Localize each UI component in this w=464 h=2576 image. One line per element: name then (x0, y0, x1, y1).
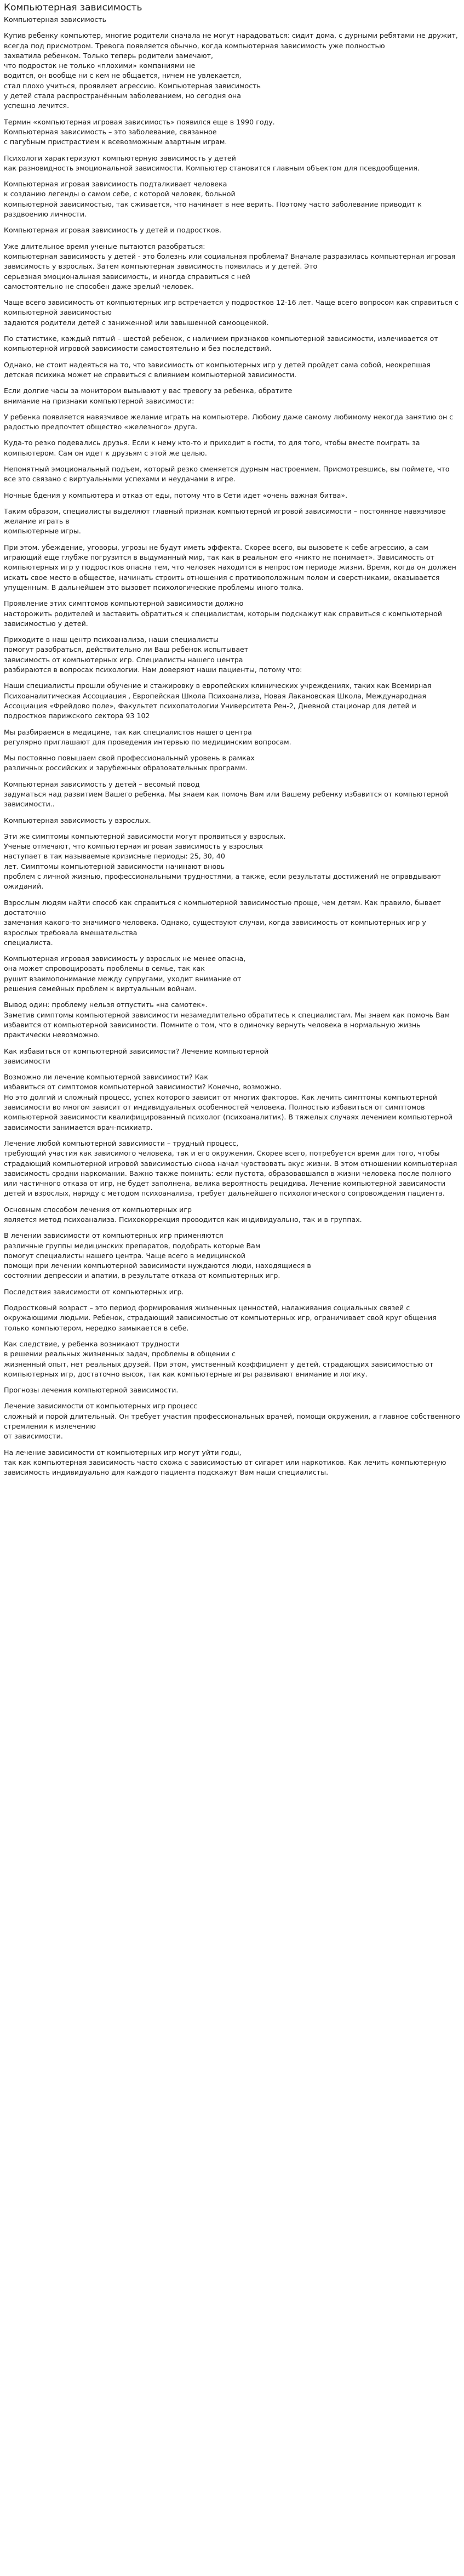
symptom-item: Куда-то резко подевались друзья. Если к нему кто-то и приходит в гости, то для того, чтобы вместе поиграть за компьютером. Сам он идет к друзьям с этой же целью. (4, 439, 420, 457)
paragraph: Лечение зависимости от компьютерных игр процесс сложный и порой длительный. Он требует участия профессиональных врачей, помощи окружения, а главное собственного стремления к излечению от зависимости. (4, 1402, 460, 1441)
paragraph: Как следствие, у ребенка возникают трудности в решении реальных жизненных задач, проблемы в общении с жизненный опыт, нет реальных друзей. При этом, умственный коэффициент у детей, страдающих зависимостью от компьютерных игр, достаточно высок, так как компьютерные игры развивают внимание и логику. (4, 1339, 434, 1378)
paragraph: На лечение зависимости от компьютерных игр могут уйти годы, так как компьютерная зависимость часто схожа с зависимостью от сигарет или наркотиков. Как лечить компьютерную зависимость индивидуально для каждого пациента подскажут Вам наши специалисты. (4, 1448, 446, 1477)
reason-item: Наши специалисты прошли обучение и стажировку в европейских клинических учреждениях, таких как Всемирная Психоаналитическая Ассоциация , Европейская Школа Психоанализа, Новая Лакановская Школа, Международная Ассоциация «Фрейдово поле», Факультет психопатологии Университета Рен-2, Дневной стационар для детей и подростков парижского сектора 93 102 (4, 681, 432, 720)
paragraph: Лечение любой компьютерной зависимости – трудный процесс, требующий участия как зависимого человека, так и его окружения. Скорее всего, потребуется время для того, чтобы страдающий компьютерной игровой зависимостью снова начал чувствовать вкус жизни. В этом отношении компьютерная зависимость сродни наркомании. Важно также помнить: если пустота, образовавшаяся в жизни человека после полного или частичного отказа от игр, не будет заполнена, велика вероятность рецидива. Лечение компьютерной зависимости детей и взрослых, наряду с методом психоанализа, требует дальнейшего психологического сопровождения пациента. (4, 1139, 457, 1198)
paragraph: Компьютерная зависимость у детей – весомый повод задуматься над развитием Вашего ребенка. Мы знаем как помочь Вам или Вашему ребенку избавится от компьютерной зависимости.. (4, 780, 449, 809)
paragraph: По статистике, каждый пятый – шестой ребенок, с наличием признаков компьютерной зависимости, излечивается от компьютерной игровой зависимости самостоятельно и без последствий. (4, 334, 438, 353)
paragraph: Взрослым людям найти способ как справиться с компьютерной зависимостью проще, чем детям. Как правило, бывает достаточно замечания какого-то значимого человека. Однако, существуют случаи, когда зависимость от компьютерных игр у взрослых требовала вмешательства специалиста. (4, 898, 441, 947)
reason-item: Мы постоянно повышаем свой профессиональный уровень в рамках различных российских и зарубежных образовательных программ. (4, 754, 255, 772)
section-heading: Компьютерная зависимость у взрослых. (4, 816, 151, 824)
paragraph: Чаще всего зависимость от компьютерных игр встречается у подростков 12-16 лет. Чаще всего вопросом как справиться с компьютерной зависимостью задаются родители детей с заниженной или завышенной самооценкой. (4, 298, 459, 327)
section-heading: Как избавиться от компьютерной зависимости? Лечение компьютерной зависимости (4, 1047, 269, 1065)
paragraph: Эти же симптомы компьютерной зависимости могут проявиться у взрослых. Ученые отмечают, что компьютерная игровая зависимость у взрослых наступает в так называемые кризисные периоды: 25, 30, 40 лет. Симптомы компьютерной зависимости начинают вновь проблем с личной жизнью, профессиональными трудностями, а также, если результаты достижений не оправдывают ожиданий. (4, 832, 442, 891)
paragraph: Уже длительное время ученые пытаются разобраться: компьютерная зависимость у детей - это болезнь или социальная проблема? Вначале разразилась компьютерная игровая зависимость у взрослых. Затем компьютерная зависимость появилась и у детей. Это серьезная эмоциональная зависимость, и иногда справиться с ней самостоятельно не способен даже зрелый человек. (4, 242, 456, 291)
reason-item: Мы разбираемся в медицине, так как специалистов нашего центра регулярно приглашают для проведения интервью по медицинским вопросам. (4, 727, 291, 746)
paragraph: Подростковый возраст – это период формирования жизненных ценностей, налаживания социальных связей с окружающими людьми. Ребенок, страдающий зависимостью от компьютерных игр, ограничивает свой круг общения только компьютером, нередко замыкается в себе. (4, 1304, 437, 1332)
paragraph: Приходите в наш центр психоанализа, наши специалисты помогут разобраться, действительно ли Ваш ребенок испытывает зависимость от компьютерных игр. Специалисты нашего центра разбираются в вопросах психологии. Нам доверяют наши пациенты, потому что: (4, 635, 302, 674)
paragraph: Однако, не стоит надеяться на то, что зависимость от компьютерных игр у детей пройдет сама собой, неокрепшая детская психика может не справиться с влиянием компьютерной зависимости. (4, 360, 431, 379)
paragraph: Термин «компьютерная игровая зависимость» появился еще в 1990 году. Компьютерная зависимость – это заболевание, связанное с пагубным пристрастием к всевозможным азартным играм. (4, 117, 275, 146)
paragraph: Компьютерная игровая зависимость подталкивает человека к созданию легенды о самом себе, с которой человек, больной компьютерной зависимостью, так сживается, что начинает в нее верить. Поэтому часто заболевание приводит к раздвоению личности. (4, 180, 422, 219)
section-heading: Последствия зависимости от компьютерных игр. (4, 1287, 184, 1296)
paragraph: При этом. убеждение, уговоры, угрозы не будут иметь эффекта. Скорее всего, вы вызовете к себе агрессию, а сам играющий еще глубже погрузится в выдуманный мир, так как в реальном его «никто не понимает». Зависимость от компьютерных игр у подростков опасна тем, что человек находится в непростом периоде жизни. Время, когда он должен искать свое место в обществе, начинать строить отношения с противоположным полом и сверстниками, оказывается упущенным. В дальнейшем это вызовет психологические проблемы иного толка. (4, 543, 456, 592)
symptom-item: У ребенка появляется навязчивое желание играть на компьютере. Любому даже самому любимому некогда занятию он с радостью предпочтет общество «железного» друга. (4, 412, 454, 431)
paragraph: Компьютерная игровая зависимость у взрослых не менее опасна, она может спровоцировать проблемы в семье, так как рушит взаимопонимание между супругами, уходит внимание от решения семейных проблем к виртуальным войнам. (4, 954, 246, 993)
paragraph: Вывод один: проблему нельзя отпустить «на самотек». Заметив симптомы компьютерной зависимости незамедлительно обратитесь к специалистам. Мы знаем как помочь Вам избавится от компьютерной зависимости. Помните о том, что в одиночку вернуть человека в нормальную жизнь практически невозможно. (4, 1000, 450, 1039)
article-subtitle: Компьютерная зависимость (4, 15, 107, 24)
section-heading: Прогнозы лечения компьютерной зависимости. (4, 1386, 179, 1395)
paragraph: Проявление этих симптомов компьютерной зависимости должно насторожить родителей и заставить обратиться к специалистам, которым подскажут как справиться с компьютерной зависимостью у детей. (4, 599, 442, 628)
paragraph: Если долгие часы за монитором вызывают у вас тревогу за ребенка, обратите внимание на признаки компьютерной зависимости: (4, 386, 293, 405)
paragraph: Психологи характеризуют компьютерную зависимость у детей как разновидность эмоциональной зависимости. Компьютер становится главным объектом для псевдообщения. (4, 153, 420, 172)
symptom-item: Ночные бдения у компьютера и отказ от еды, потому что в Сети идет «очень важная битва». (4, 491, 348, 499)
paragraph: В лечении зависимости от компьютерных игр применяются различные группы медицинских препаратов, подобрать которые Вам помогут специалисты нашего центра. Чаще всего в медицинской помощи при лечении компьютерной зависимости нуждаются люди, находящиеся в состоянии депрессии и апатии, в результате отказа от компьютерных игр. (4, 1231, 311, 1280)
paragraph: Купив ребенку компьютер, многие родители сначала не могут нарадоваться: сидит дома, с дурными ребятами не дружит, всегда под присмотром. Тревога появляется обычно, когда компьютерная зависимость уже полностью захватила ребенком. Только теперь родители замечают, что подросток не только «плохими» компаниями не водится, он вообще ни с кем не общается, ничем не увлекается, стал плохо учиться, проявляет агрессию. Компьютерная зависимость у детей стала распространённым заболеванием, но сегодня она успешно лечится. (4, 31, 458, 110)
paragraph: Основным способом лечения от компьютерных игр является метод психоанализа. Психокоррекция проводится как индивидуально, так и в группах. (4, 1205, 362, 1224)
symptom-item: Непонятный эмоциональный подъем, который резко сменяется дурным настроением. Присмотревшись, вы поймете, что все это связано с виртуальными успехами и неудачами в игре. (4, 464, 450, 484)
section-heading: Компьютерная игровая зависимость у детей и подростков. (4, 226, 221, 235)
page-title: Компьютерная зависимость (4, 2, 142, 13)
paragraph: Таким образом, специалисты выделяют главный признак компьютерной игровой зависимости – постоянное навязчивое желание играть в компьютерные игры. (4, 507, 446, 536)
article-body (4, 15, 461, 1478)
paragraph: Возможно ли лечение компьютерной зависимости? Как избавиться от симптомов компьютерной зависимости? Конечно, возможно. Но это долгий и сложный процесс, успех которого зависит от многих факторов. Как лечить симптомы компьютерной зависимости во многом зависит от индивидуальных особенностей человека. Полностью избавиться от симптомов компьютерной зависимости квалифицированный психолог (психоаналитик). В тяжелых случаях лечением компьютерной зависимости занимается врач-психиатр. (4, 1073, 453, 1131)
